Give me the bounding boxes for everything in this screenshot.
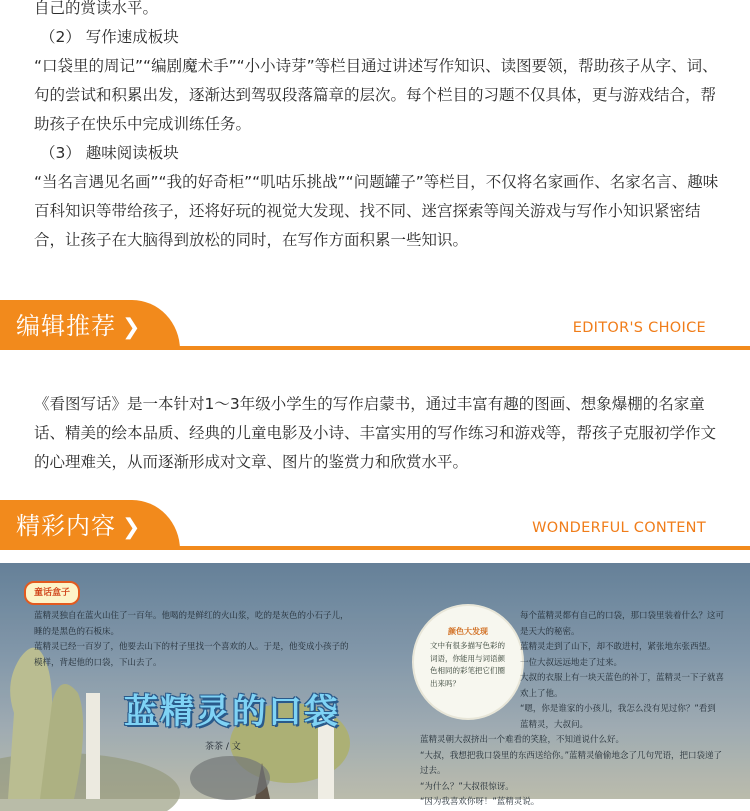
- chevron-right-icon: ❯: [122, 315, 142, 340]
- text-line: 蓝精灵独自在蓝火山住了一百年。他喝的是鲜红的火山浆，吃的是灰色的小石子儿，: [34, 611, 349, 621]
- item-2-title: （2） 写作速成板块: [40, 28, 179, 46]
- color-discovery-bubble: [412, 604, 524, 720]
- item-3-title: （3） 趣味阅读板块: [40, 144, 179, 162]
- text-line: 睡的是黑色的石板床。: [34, 626, 120, 637]
- text-line: 是天大的秘密。: [520, 626, 580, 637]
- editor-body-section: [34, 390, 724, 477]
- left-page-text: [34, 609, 384, 671]
- intro-line: 自己的赏读水平。: [34, 0, 159, 17]
- chevron-right-icon: ❯: [122, 515, 142, 540]
- text-line: “大叔，我想把我口袋里的东西送给你。”蓝精灵偷偷地念了几句咒语，把口袋递了: [420, 750, 723, 761]
- text-line: 蓝精灵，大叔问。: [520, 719, 589, 730]
- story-title: 蓝精灵的口袋: [124, 692, 340, 732]
- content-title: [16, 506, 141, 541]
- text-line: 每个蓝精灵都有自己的口袋，那口袋里装着什么？这可: [520, 611, 725, 621]
- content-english-title: WONDERFUL CONTENT: [532, 520, 706, 536]
- text-line: 模样，背起他的口袋，下山去了。: [34, 657, 162, 668]
- editor-body: 《看图写话》是一本针对1～3年级小学生的写作启蒙书，通过丰富有趣的图画、想象爆棚的名家童话、精美的绘本品质、经典的儿童电影及小诗、丰富实用的写作练习和游戏等，帮孩子克服初学作文的心理难关，从而逐渐形成对文章、图片的鉴赏力和欣赏水平。: [34, 395, 717, 471]
- editor-title-text: 编辑推荐: [16, 312, 116, 340]
- editor-english-title: EDITOR'S CHOICE: [572, 320, 706, 336]
- text-line: 过去。: [420, 766, 446, 776]
- story-box-badge: 童话盒子: [24, 581, 80, 605]
- text-line: 蓝精灵已经一百岁了，他要去山下的村子里找一个喜欢的人。于是，他变成小孩子的: [34, 642, 349, 652]
- text-line: 蓝精灵朝大叔挤出一个难看的笑脸，不知道说什么好。: [420, 735, 625, 745]
- content-header: [0, 500, 750, 550]
- text-line: “因为我喜欢你呀！”蓝精灵说。: [420, 797, 540, 807]
- editor-title: [16, 306, 141, 341]
- editor-header: [0, 300, 750, 350]
- bubble-text: 文中有很多描写色彩的词语，你能用与词语颜色相同的彩笔把它们圈出来吗？: [430, 641, 505, 688]
- content-title-text: 精彩内容: [16, 512, 116, 540]
- text-line: “为什么？”大叔很惊讶。: [420, 781, 514, 792]
- text-line: 大叔的衣服上有一块天蓝色的补丁，蓝精灵一下子就喜: [520, 673, 725, 683]
- text-line: 欢上了他。: [520, 688, 563, 699]
- item-3-body: “当名言遇见名画”“我的好奇柜”“叽咕乐挑战”“问题罐子”等栏目，不仅将名家画作、名家名言、趣味百科知识等带给孩子，还将好玩的视觉大发现、找不同、迷宫探索等闯关游戏与写作小知识紧密结合，让孩子在大脑得到放松的同时，在写作方面积累一些知识。: [34, 173, 719, 249]
- story-author: 茶茶 / 文: [205, 742, 241, 752]
- intro-section: [34, 0, 724, 255]
- text-line: 蓝精灵走到了山下，却不敢进村，紧张地东张西望。: [520, 642, 716, 652]
- bubble-title: 颜色大发现: [448, 627, 488, 636]
- book-page-preview: [0, 563, 750, 807]
- right-page-text: [520, 609, 746, 733]
- right-page-text-lower: [420, 733, 746, 811]
- text-line: “嗯，你是谁家的小孩儿，我怎么没有见过你？”看到: [520, 704, 716, 714]
- item-2-body: “口袋里的周记”“编剧魔术手”“小小诗芽”等栏目通过讲述写作知识、读图要领，帮助孩子从字、词、句的尝试和积累出发，逐渐达到驾驭段落篇章的层次。每个栏目的习题不仅具体，更与游戏结合，帮助孩子在快乐中完成训练任务。: [34, 57, 718, 133]
- text-line: 一位大叔远远地走了过来。: [520, 657, 623, 668]
